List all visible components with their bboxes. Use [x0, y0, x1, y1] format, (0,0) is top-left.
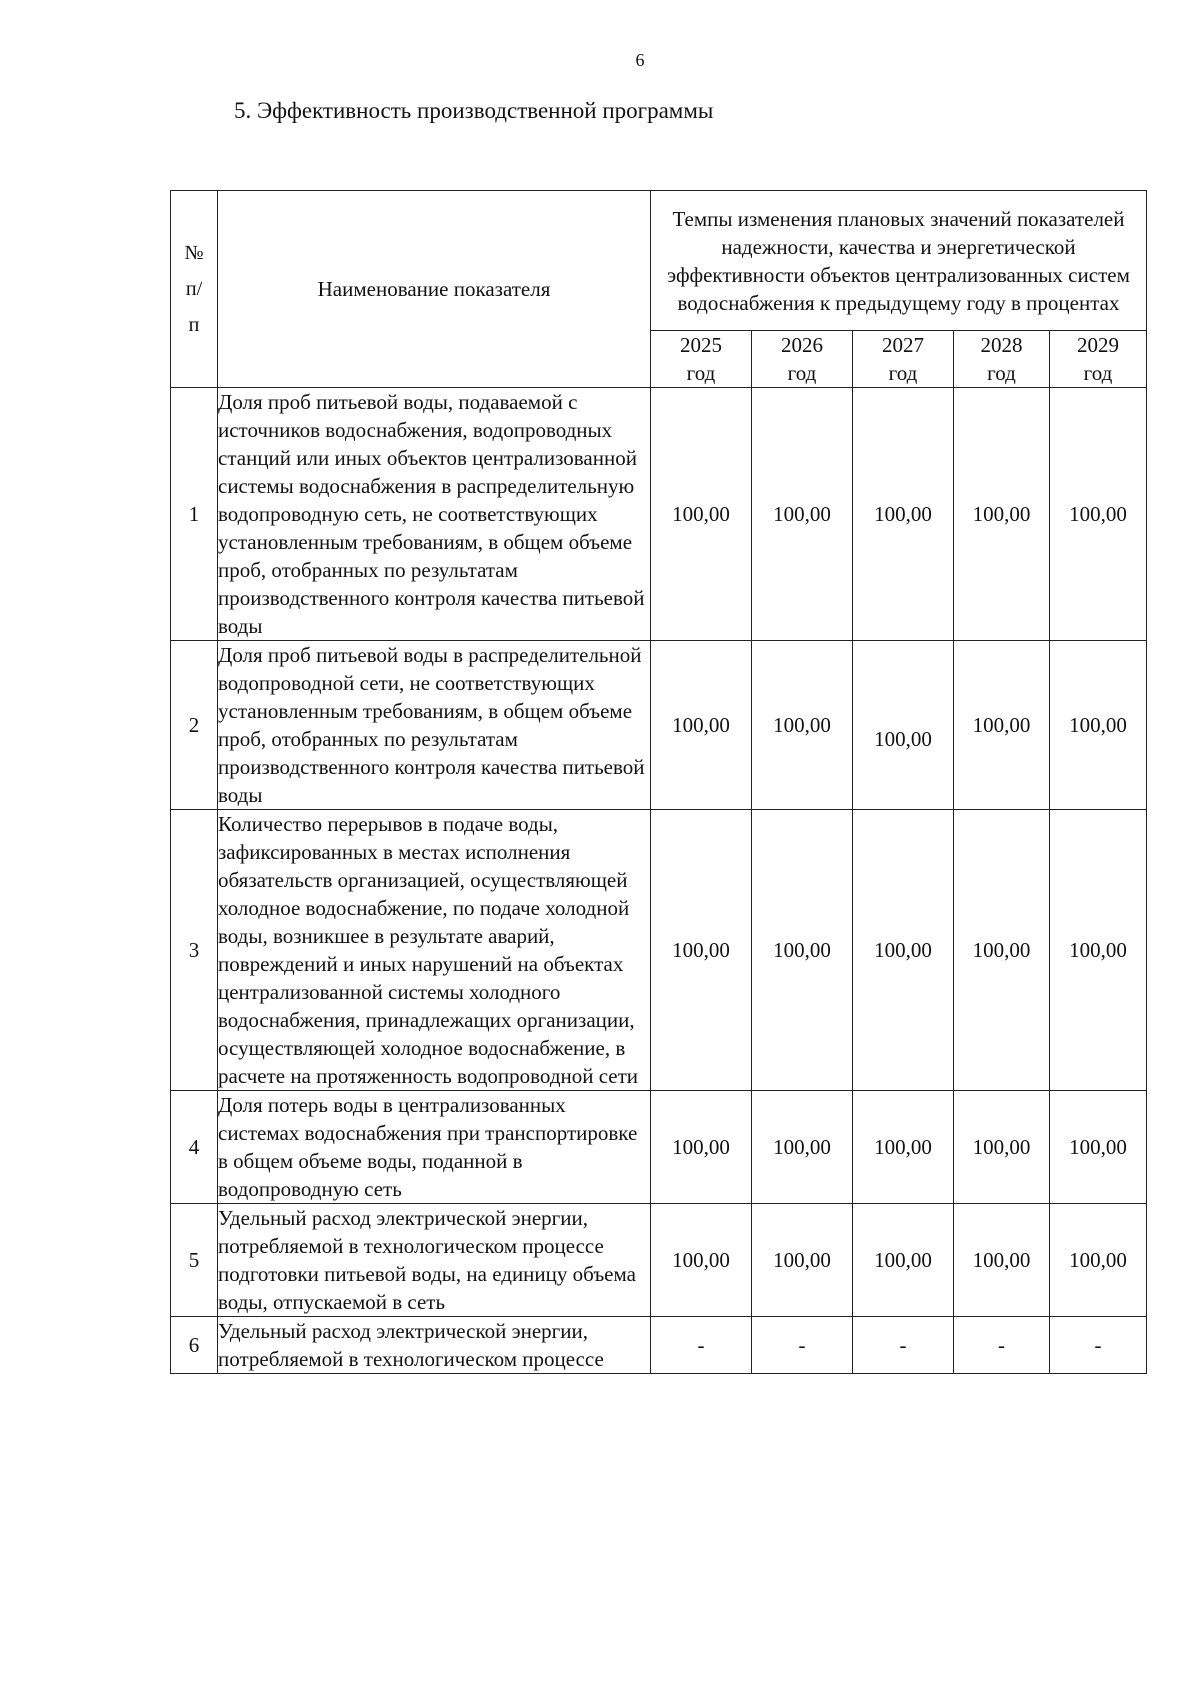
year-suffix: год	[1083, 361, 1113, 385]
value-cell: 100,00	[954, 810, 1050, 1091]
year-label: 2026	[781, 333, 823, 357]
indicator-name: Доля проб питьевой воды, подаваемой с источников водоснабжения, водопроводных станций или иных объектов централизованной системы водоснабжения в распределительную водопроводную сеть, не соответствующих установленным требованиям, в общем объеме проб, отобранных по результатам производственного контроля качества питьевой воды	[218, 388, 651, 641]
table-row	[171, 1204, 1147, 1317]
row-number: 4	[171, 1091, 218, 1204]
table-row	[171, 1317, 1147, 1374]
value-cell: 100,00	[752, 641, 853, 810]
year-suffix: год	[787, 361, 817, 385]
header-tempo-cell: Темпы изменения плановых значений показателей надежности, качества и энергетической эффективности объектов централизованных систем водоснабжения к предыдущему году в процентах	[651, 191, 1147, 331]
value-cell: 100,00	[651, 388, 752, 641]
year-suffix: год	[686, 361, 716, 385]
value-text: 100,00	[874, 727, 932, 751]
value-cell: 100,00	[853, 810, 954, 1091]
value-cell: 100,00	[752, 1204, 853, 1317]
table-row	[171, 641, 1147, 810]
header-num-line: п	[188, 314, 200, 336]
value-cell: 100,00	[1050, 641, 1147, 810]
row-number: 5	[171, 1204, 218, 1317]
year-suffix: год	[888, 361, 918, 385]
row-number: 1	[171, 388, 218, 641]
indicator-name: Удельный расход электрической энергии, потребляемой в технологическом процессе	[218, 1317, 651, 1374]
value-cell: 100,00	[954, 1091, 1050, 1204]
value-cell: 100,00	[1050, 810, 1147, 1091]
value-cell	[853, 641, 954, 810]
header-num-line: п/	[185, 278, 203, 300]
page-number: 6	[635, 50, 645, 70]
year-label: 2027	[882, 333, 924, 357]
year-suffix: год	[987, 361, 1016, 385]
value-cell: -	[651, 1317, 752, 1374]
row-number: 6	[171, 1317, 218, 1374]
value-cell: 100,00	[1050, 388, 1147, 641]
year-label: 2029	[1077, 333, 1119, 357]
year-header-cell	[853, 331, 954, 388]
value-cell: 100,00	[1050, 1091, 1147, 1204]
value-cell: 100,00	[954, 388, 1050, 641]
row-number: 2	[171, 641, 218, 810]
value-cell: 100,00	[1050, 1204, 1147, 1317]
value-cell: 100,00	[651, 641, 752, 810]
value-cell: 100,00	[954, 641, 1050, 810]
year-header-cell	[651, 331, 752, 388]
value-cell: 100,00	[651, 810, 752, 1091]
value-cell: 100,00	[651, 1091, 752, 1204]
value-cell: 100,00	[651, 1204, 752, 1317]
indicator-name: Количество перерывов в подаче воды, зафиксированных в местах исполнения обязательств организацией, осуществляющей холодное водоснабжение, по подаче холодной воды, возникшее в результате аварий, повреждений и иных нарушений на объектах централизованной системы холодного водоснабжения, принадлежащих организации, осуществляющей холодное водоснабжение, в расчете на протяженность водопроводной сети	[218, 810, 651, 1091]
header-name-cell: Наименование показателя	[218, 191, 651, 388]
table-row	[171, 388, 1147, 641]
year-label: 2028	[980, 333, 1023, 357]
table-row	[171, 810, 1147, 1091]
value-cell: 100,00	[752, 388, 853, 641]
value-cell: -	[853, 1317, 954, 1374]
value-cell: 100,00	[752, 1091, 853, 1204]
year-header-cell	[752, 331, 853, 388]
value-cell: -	[954, 1317, 1050, 1374]
header-row	[171, 191, 1147, 331]
header-num-line: №	[184, 242, 204, 264]
indicator-name: Удельный расход электрической энергии, потребляемой в технологическом процессе подготовки питьевой воды, на единицу объема воды, отпускаемой в сеть	[218, 1204, 651, 1317]
table-row	[171, 1091, 1147, 1204]
header-num-cell	[171, 191, 218, 388]
year-header-cell	[954, 331, 1050, 388]
efficiency-table	[170, 190, 1147, 1374]
year-label: 2025	[680, 333, 722, 357]
year-header-cell	[1050, 331, 1147, 388]
row-number: 3	[171, 810, 218, 1091]
value-cell: 100,00	[853, 388, 954, 641]
indicator-name: Доля потерь воды в централизованных системах водоснабжения при транспортировке в общем объеме воды, поданной в водопроводную сеть	[218, 1091, 651, 1204]
value-cell: 100,00	[954, 1204, 1050, 1317]
indicator-name: Доля проб питьевой воды в распределительной водопроводной сети, не соответствующих установленным требованиям, в общем объеме проб, отобранных по результатам производственного контроля качества питьевой воды	[218, 641, 651, 810]
value-cell: -	[752, 1317, 853, 1374]
value-cell: 100,00	[853, 1204, 954, 1317]
value-cell: -	[1050, 1317, 1147, 1374]
value-cell: 100,00	[853, 1091, 954, 1204]
value-cell: 100,00	[752, 810, 853, 1091]
section-title: 5. Эффективность производственной программы	[234, 98, 714, 123]
